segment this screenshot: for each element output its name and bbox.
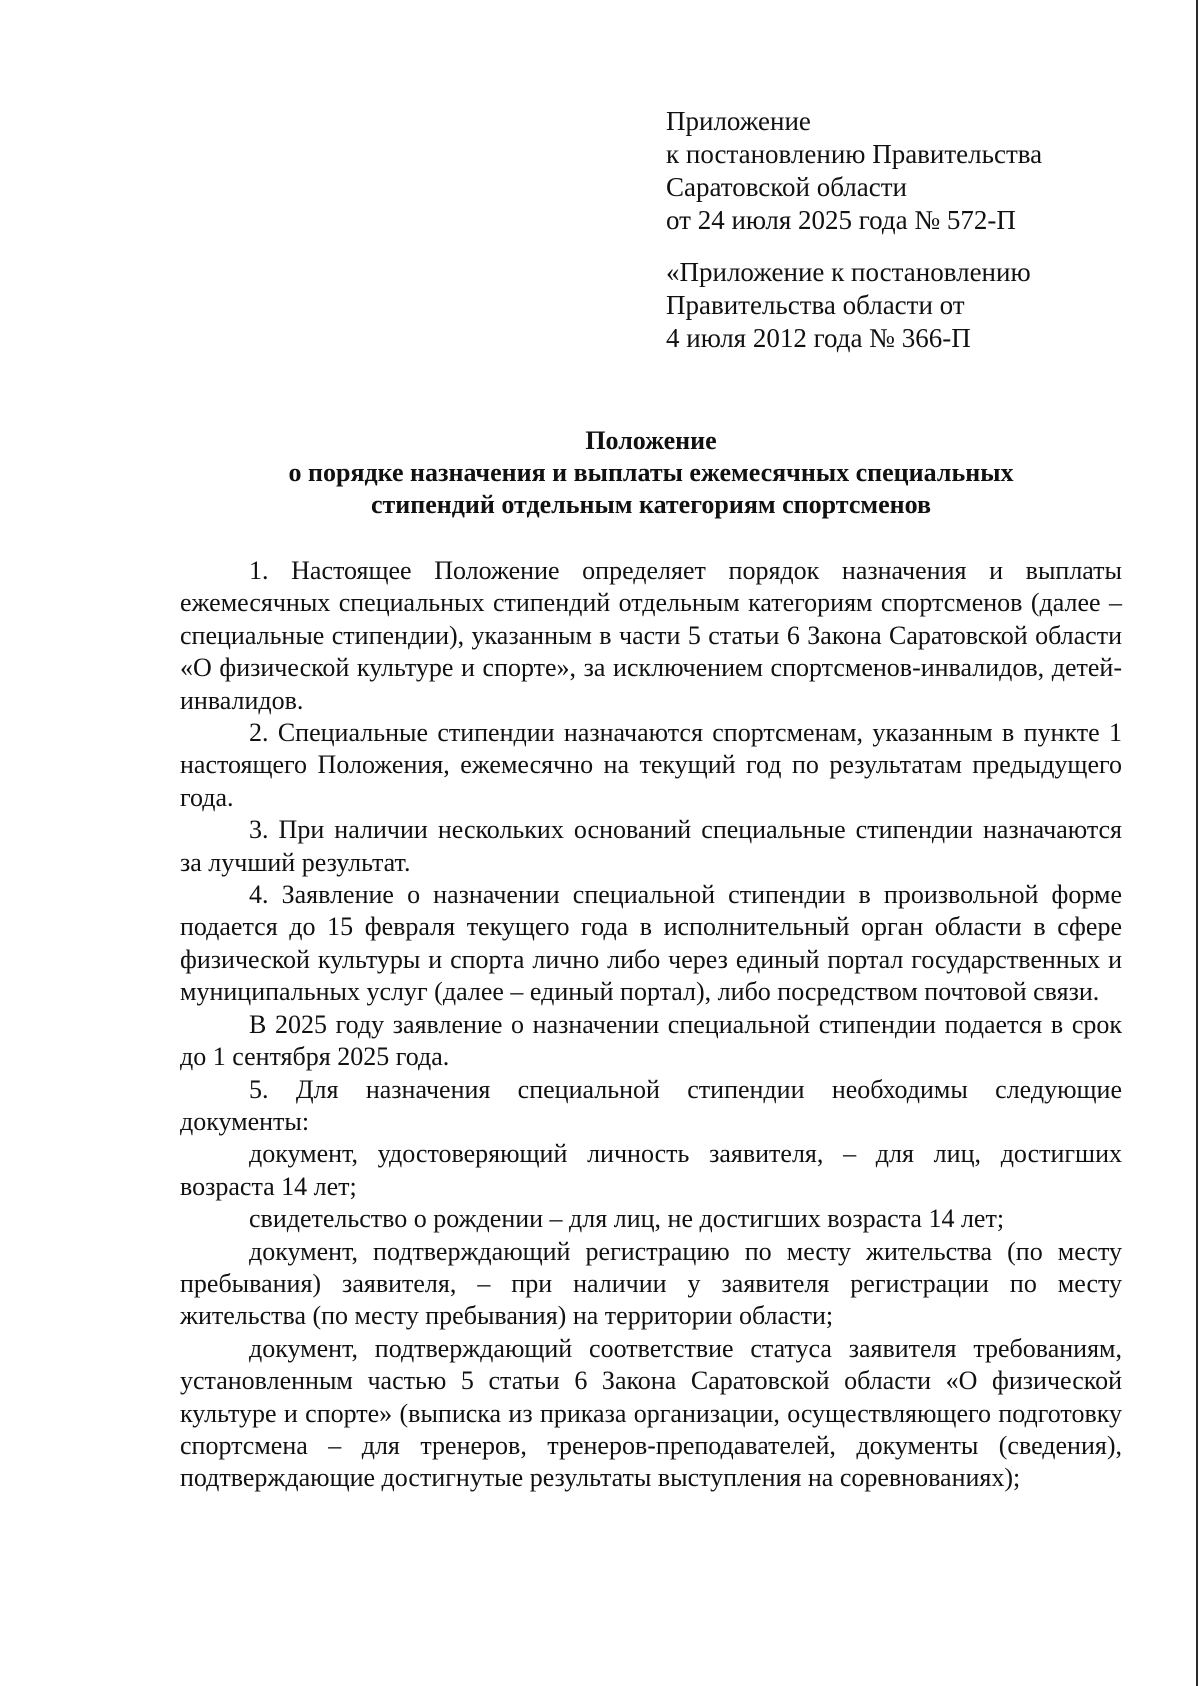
header-line: Саратовской области — [666, 172, 907, 202]
paragraph-5: 5. Для назначения специальной стипендии необходимы следующие документы: — [180, 1074, 1122, 1136]
header-line: от 24 июля 2025 года № 572-П — [666, 205, 1016, 235]
document-body — [180, 555, 1122, 1495]
header-line: Правительства области от — [666, 290, 965, 320]
paragraph-2: 2. Специальные стипендии назначаются спортсменам, указанным в пункте 1 настоящего Положения, ежемесячно на текущий год по результатам предыдущего года. — [180, 718, 1122, 812]
paragraph-5-item-4: документ, подтверждающий соответствие статуса заявителя требованиям, установленным частью 5 статьи 6 Закона Саратовской области «О физической культуре и спорте» (выписка из приказа организации, осуществляющего подготовку спортсмена – для тренеров, тренеров-преподавателей, документы (сведения), подтверждающие достигнутые результаты выступления на соревнованиях); — [180, 1333, 1122, 1493]
paragraph-4: 4. Заявление о назначении специальной стипендии в произвольной форме подается до 15 февраля текущего года в исполнительный орган области в сфере физической культуры и спорта лично либо через единый портал государственных и муниципальных услуг (далее – единый портал), либо посредством почтовой связи. — [180, 880, 1122, 1007]
paragraph-4-note: В 2025 году заявление о назначении специальной стипендии подается в срок до 1 сентября 2025 года. — [180, 1009, 1122, 1072]
title-line: о порядке назначения и выплаты ежемесячных специальных — [288, 458, 1014, 487]
appendix-header — [666, 105, 1186, 237]
paragraph-1: 1. Настоящее Положение определяет порядок назначения и выплаты ежемесячных специальных стипендий отдельным категориям спортсменов (далее – специальные стипендии), указанным в части 5 статьи 6 Закона Саратовской области «О физической культуре и спорте», за исключением спортсменов-инвалидов, детей-инвалидов. — [180, 556, 1122, 715]
paragraph-5-item-1: документ, удостоверяющий личность заявителя, – для лиц, достигших возраста 14 лет; — [180, 1139, 1122, 1201]
header-line: к постановлению Правительства — [666, 139, 1043, 169]
document-title — [180, 425, 1122, 521]
paragraph-5-item-2: свидетельство о рождении – для лиц, не достигших возраста 14 лет; — [249, 1204, 1005, 1234]
header-line: Приложение — [666, 106, 811, 136]
paragraph-3: 3. При наличии нескольких оснований специальные стипендии назначаются за лучший результат. — [180, 815, 1122, 877]
title-line: стипендий отдельным категориям спортсменов — [370, 490, 931, 519]
header-line: 4 июля 2012 года № 366-П — [666, 323, 971, 353]
paragraph-5-item-3: документ, подтверждающий регистрацию по месту жительства (по месту пребывания) заявителя, – при наличии у заявителя регистрации по месту жительства (по месту пребывания) на территории области; — [180, 1236, 1122, 1331]
scan-edge-line — [1196, 0, 1198, 1686]
title-line: Положение — [585, 426, 717, 455]
header-line: «Приложение к постановлению — [666, 257, 1031, 287]
original-appendix-header — [666, 256, 1186, 355]
